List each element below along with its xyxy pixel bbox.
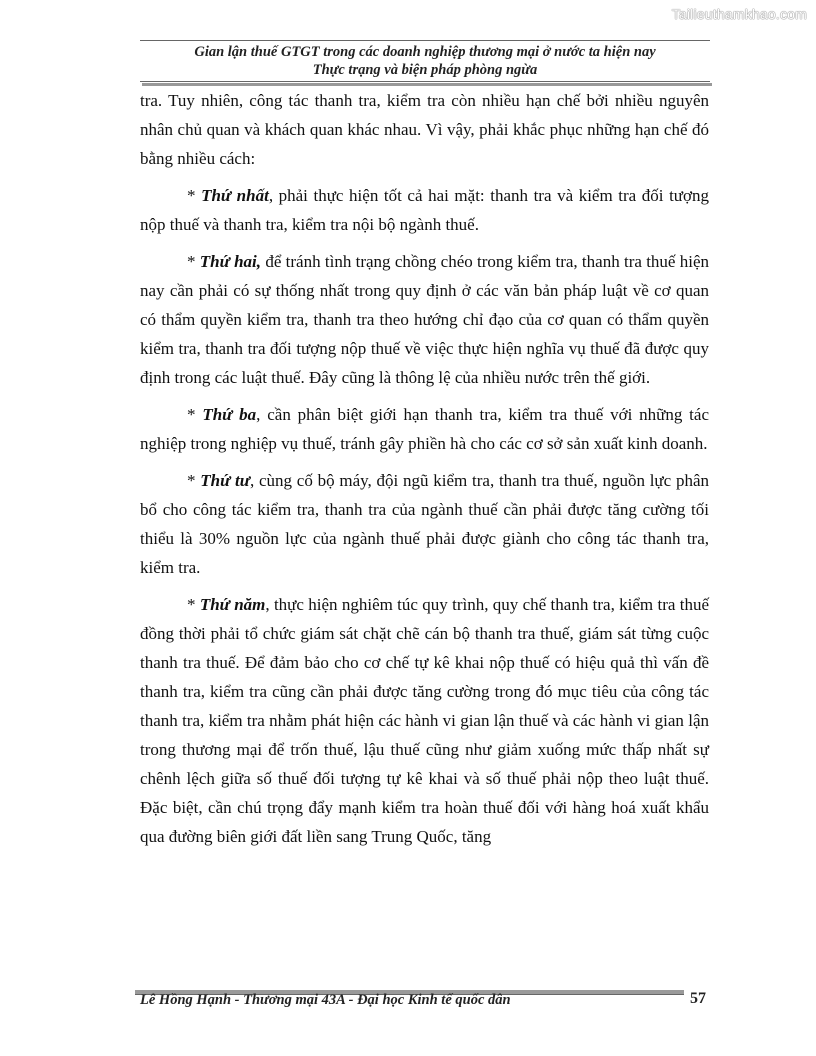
header-rule-bottom [140,81,710,82]
paragraph-lead: Thứ tư [200,471,250,490]
bullet-marker: * [187,471,201,490]
paragraph-text: , thực hiện nghiêm túc quy trình, quy chế thanh tra, kiểm tra thuế đồng thời phải tổ chức giám sát chặt chẽ cán bộ thanh tra thuế, giám sát từng cuộc thanh tra thuế. Để đảm bảo cho cơ chế tự kê khai nộp thuế có hiệu quả thì vấn đề thanh tra, kiểm tra cũng cần phải được tăng cường trong đó mục tiêu của công tác thanh tra, kiểm tra nhằm phát hiện các hành vi gian lận thuế và các hành vi gian lận trong thương mại để trốn thuế, lậu thuế cũng như giảm xuống mức thấp nhất sự chênh lệch giữa số thuế đối tượng tự kê khai và số thuế phải nộp theo luật thuế. Đặc biệt, cần chú trọng đẩy mạnh kiểm tra hoàn thuế đối với hàng hoá xuất khẩu qua đường biên giới đất liền sang Trung Quốc, tăng [140,595,710,846]
bullet-marker: * [187,405,203,424]
running-header-subtitle: Thực trạng và biện pháp phòng ngừa [312,62,538,78]
paragraph-lead: Thứ ba [202,405,257,424]
paragraph-text: , cùng cố bộ máy, đội ngũ kiểm tra, thanh tra thuế, nguồn lực phân bổ cho công tác kiểm tra, thanh tra của ngành thuế cần phải được tăng cường tối thiểu là 30% nguồn lực của ngành thuế phải được giành cho công tác thanh tra, kiểm tra. [140,471,709,577]
paragraph-thu-nhat [140,181,709,239]
paragraph-continuation: tra. Tuy nhiên, công tác thanh tra, kiểm tra còn nhiều hạn chế bởi nhiều nguyên nhân chủ quan và khách quan khác nhau. Vì vậy, phải khắc phục những hạn chế đó bằng nhiều cách: [140,91,709,168]
running-footer: Lê Hồng Hạnh - Thương mại 43A - Đại học Kinh tế quốc dân [140,992,511,1008]
bullet-marker: * [187,595,200,614]
paragraph-text: để tránh tình trạng chồng chéo trong kiểm tra, thanh tra thuế hiện nay cần phải có sự thống nhất trong quy định ở các văn bản pháp luật về cơ quan có thẩm quyền kiểm tra, thanh tra theo hướng chỉ đạo của cơ quan có thẩm quyền kiểm tra, thanh tra đối tượng nộp thuế về việc thực hiện nghĩa vụ thuế đã được quy định trong các luật thuế. Đây cũng là thông lệ của nhiều nước trên thế giới. [140,252,710,387]
paragraph-text: , cần phân biệt giới hạn thanh tra, kiểm tra thuế với những tác nghiệp trong nghiệp vụ thuế, tránh gây phiền hà cho các cơ sở sản xuất kinh doanh. [140,405,709,453]
running-header-title: Gian lận thuế GTGT trong các doanh nghiệp thương mại ở nước ta hiện nay [194,44,656,60]
paragraph-lead: Thứ hai, [199,252,262,271]
bullet-marker: * [187,186,202,205]
document-body [140,86,709,851]
bullet-marker: * [187,252,200,271]
paragraph-lead: Thứ năm [199,595,266,614]
paragraph-thu-hai [140,247,709,392]
page-number: 57 [690,990,706,1007]
header-rule-top [140,40,710,41]
paragraph-lead: Thứ nhất [201,186,269,205]
paragraph-thu-ba [140,400,709,458]
paragraph-thu-nam [140,590,709,851]
paragraph-text: , phải thực hiện tốt cả hai mặt: thanh tra và kiểm tra đối tượng nộp thuế và thanh tra, kiểm tra nội bộ ngành thuế. [140,186,709,234]
paragraph-thu-tu [140,466,709,582]
watermark: Tailieuthamkhao.com [671,6,807,22]
